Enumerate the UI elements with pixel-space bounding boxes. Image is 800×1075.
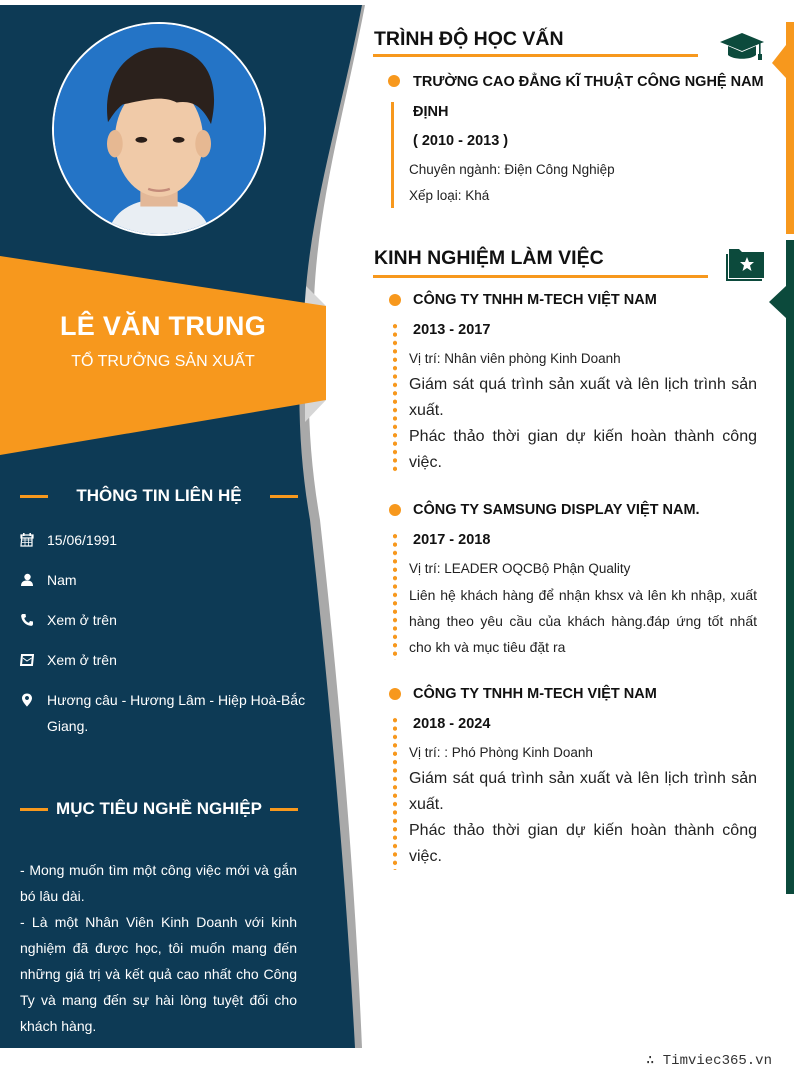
email-icon [20,647,47,673]
contact-email [20,647,310,673]
experience-company: CÔNG TY SAMSUNG DISPLAY VIỆT NAM. [413,502,700,518]
experience-description-line: Giám sát quá trình sản xuất và lên lịch trình sản xuất. [409,376,757,419]
experience-timeline-dots [393,322,397,472]
education-timeline-line [391,102,394,208]
education-side-bar [786,22,794,234]
experience-description-line: Liên hệ khách hàng để nhận khsx và lên kh nhập, xuất hàng theo yêu cầu của khách hàng.đáp ứng tốt nhất cho kh và mục tiêu đặt ra [409,587,757,655]
map-pin-icon [20,687,47,739]
heading-dash-left [20,495,48,498]
objective-heading [20,799,298,819]
education-side-pointer [772,45,786,78]
avatar-photo [54,24,264,234]
heading-dash-left [20,808,48,811]
candidate-name: LÊ VĂN TRUNG [59,311,267,341]
objective-paragraph: - Mong muốn tìm một công việc mới và gắn bó lâu dài. [20,862,297,904]
avatar [52,22,266,236]
experience-description [409,766,757,870]
contact-phone [20,607,310,633]
objective-paragraph: - Là một Nhân Viên Kinh Doanh với kinh nghiệm đã được học, tôi muốn mang đến những giá trị và kết quả cao nhất cho Công Ty và mang đến sự hài lòng tuyệt đối cho khách hàng. [20,914,297,1034]
phone-icon [20,607,47,633]
education-heading: TRÌNH ĐỘ HỌC VẤN [374,28,564,50]
experience-timeline-dots [393,532,397,660]
contact-gender-value: Nam [47,572,77,588]
experience-timeline-dots [393,716,397,870]
experience-bullet-dot [389,688,401,700]
education-bullet-dot [388,75,400,87]
education-major: Chuyên ngành: Điện Công Nghiệp [409,162,615,177]
experience-company: CÔNG TY TNHH M-TECH VIỆT NAM [413,686,657,702]
experience-description [409,582,757,660]
school-name-line2: ĐỊNH [413,104,449,120]
education-period: ( 2010 - 2013 ) [413,133,509,149]
contact-address-value: Hương câu - Hương Lâm - Hiệp Hoà-Bắc Giang. [47,692,306,734]
experience-position: Vị trí: Nhân viên phòng Kinh Doanh [409,351,621,366]
experience-position: Vị trí: LEADER OQCBộ Phận Quality [409,561,631,576]
contact-address [20,687,310,739]
experience-description-line: Giám sát quá trình sản xuất và lên lịch trình sản xuất. [409,770,757,813]
contact-birthdate-value: 15/06/1991 [47,532,118,548]
experience-period: 2018 - 2024 [413,716,491,732]
graduation-cap-icon [719,32,765,62]
contact-heading-label: THÔNG TIN LIÊN HỆ [76,486,242,505]
career-objective [20,857,297,1039]
user-icon [20,567,47,593]
experience-period: 2013 - 2017 [413,322,491,338]
experience-heading-rule [373,275,708,278]
site-watermark: ∴ Timviec365.vn [645,1053,772,1069]
heading-dash-right [270,495,298,498]
candidate-job-title: TỔ TRƯỞNG SẢN XUẤT [71,353,255,370]
heading-dash-right [270,808,298,811]
experience-period: 2017 - 2018 [413,532,491,548]
experience-position: Vị trí: : Phó Phòng Kinh Doanh [409,745,593,760]
education-grade: Xếp loại: Khá [409,188,490,203]
school-name-line1: TRƯỜNG CAO ĐẲNG KĨ THUẬT CÔNG NGHỆ NAM [413,74,764,90]
contact-phone-value[interactable]: Xem ở trên [47,612,117,628]
experience-bullet-dot [389,504,401,516]
experience-side-pointer [769,286,786,318]
experience-description-line: Phác thảo thời gian dự kiến hoàn thành công việc. [409,428,757,471]
experience-side-bar [786,240,794,894]
experience-company: CÔNG TY TNHH M-TECH VIỆT NAM [413,292,657,308]
education-heading-rule [373,54,698,57]
calendar-icon [20,527,47,553]
contact-heading [20,486,298,506]
experience-bullet-dot [389,294,401,306]
experience-heading: KINH NGHIỆM LÀM VIỆC [374,247,604,269]
objective-heading-label: MỤC TIÊU NGHỀ NGHIỆP [56,799,262,818]
experience-description-line: Phác thảo thời gian dự kiến hoàn thành công việc. [409,822,757,865]
contact-gender [20,567,310,593]
folder-star-icon [725,248,765,282]
experience-description [409,372,757,476]
contact-birthdate [20,527,310,553]
contact-email-value[interactable]: Xem ở trên [47,652,117,668]
